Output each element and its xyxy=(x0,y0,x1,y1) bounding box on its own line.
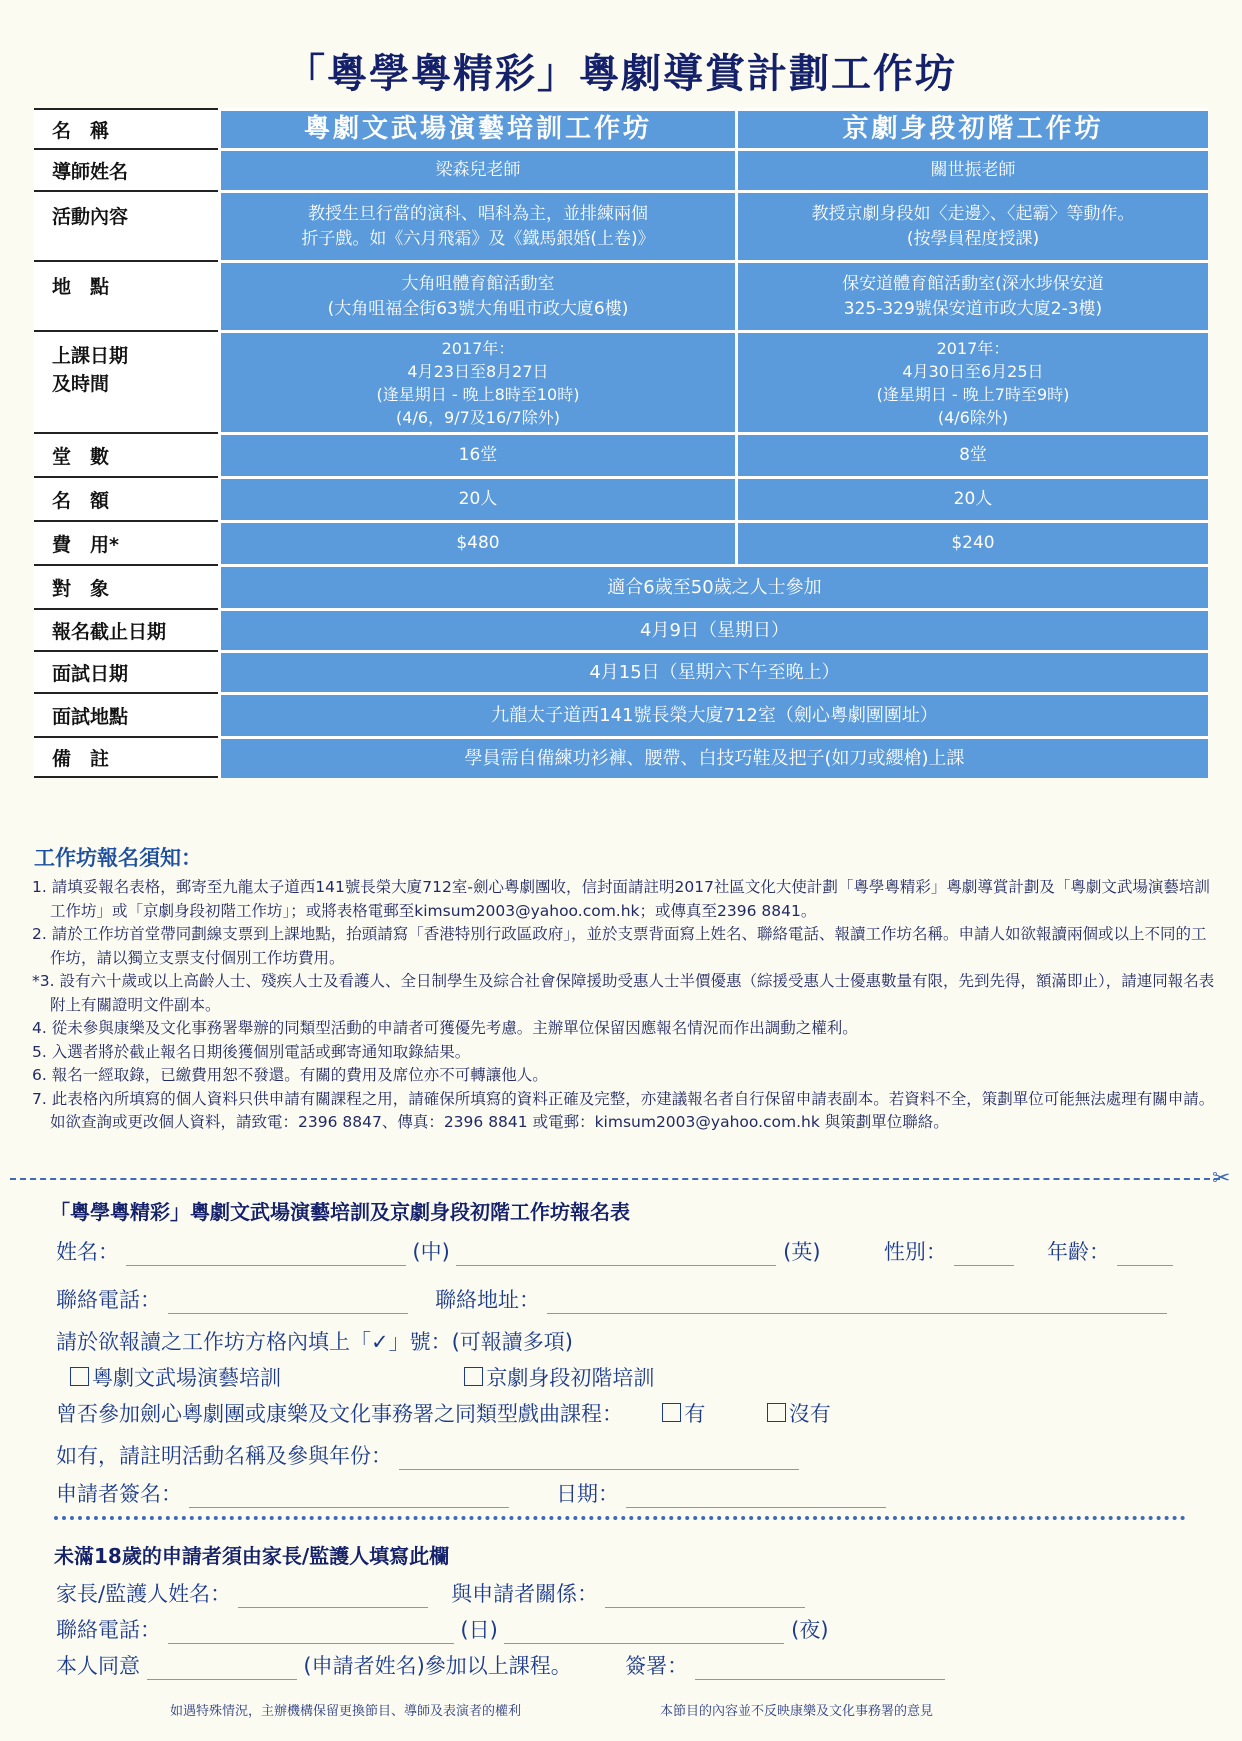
phone-label: 聯絡電話： xyxy=(56,1288,161,1312)
label-content: 活動內容 xyxy=(34,190,218,260)
notice-item: 5. 入選者將於截止報名日期後獲個別電話或郵寄通知取錄結果。 xyxy=(32,1042,471,1061)
col2-name: 京劇身段初階工作坊 xyxy=(735,108,1208,148)
label-date: 上課日期 及時間 xyxy=(34,330,218,432)
col2-sessions: 8堂 xyxy=(735,432,1208,476)
col2-fee: $240 xyxy=(735,520,1208,564)
night-label: (夜) xyxy=(791,1618,829,1642)
label-tutor: 導師姓名 xyxy=(34,148,218,190)
guardian-phone-label: 聯絡電話： xyxy=(56,1618,161,1642)
col1-quota: 20人 xyxy=(218,476,735,520)
col1-tutor: 梁森兒老師 xyxy=(218,148,735,190)
date-field[interactable] xyxy=(626,1487,886,1508)
name-zh-field[interactable] xyxy=(126,1245,406,1266)
phone-field[interactable] xyxy=(168,1293,408,1314)
col1-fee: $480 xyxy=(218,520,735,564)
guardian-title: 未滿18歲的申請者須由家長/監護人填寫此欄 xyxy=(54,1544,450,1568)
label-deadline: 報名截止日期 xyxy=(34,608,218,650)
day-phone-field[interactable] xyxy=(168,1623,454,1644)
guardian-sign-label: 簽署： xyxy=(625,1654,689,1678)
guardian-phone-row xyxy=(56,1614,829,1644)
shared-deadline: 4月9日（星期日） xyxy=(218,608,1208,650)
age-field[interactable] xyxy=(1117,1245,1173,1266)
opt2-label: 京劇身段初階培訓 xyxy=(486,1366,655,1390)
label-fee: 費 用* xyxy=(34,520,218,564)
date-label: 日期： xyxy=(556,1482,620,1506)
name-row xyxy=(56,1236,1173,1266)
opt1-checkbox[interactable] xyxy=(70,1367,89,1386)
shared-target: 適合6歲至50歲之人士參加 xyxy=(218,564,1208,608)
applicant-name-field[interactable] xyxy=(147,1659,297,1680)
form-title: 「粵學粵精彩」粵劇文武場演藝培訓及京劇身段初階工作坊報名表 xyxy=(50,1200,630,1224)
notice-item: 4. 從未參與康樂及文化事務署舉辦的同類型活動的申請者可獲優先考慮。主辦單位保留因應報名情況而作出調動之權利。 xyxy=(32,1019,858,1037)
label-name: 名 稱 xyxy=(34,108,218,148)
page-title: 「粵學粵精彩」粵劇導賞計劃工作坊 xyxy=(285,51,957,97)
col2-date: 2017年： 4月30日至6月25日 (逢星期日 - 晚上7時至9時) (4/6除外) xyxy=(735,330,1208,432)
opt1-label: 粵劇文武場演藝培訓 xyxy=(92,1366,281,1390)
guardian-sign-field[interactable] xyxy=(695,1659,945,1680)
no-label: 沒有 xyxy=(788,1402,831,1426)
label-sessions: 堂 數 xyxy=(34,432,218,476)
signature-row xyxy=(56,1478,886,1508)
address-label: 聯絡地址： xyxy=(435,1288,541,1312)
contact-row xyxy=(56,1284,1167,1314)
workshop-info-table xyxy=(34,108,1208,778)
guardian-name-field[interactable] xyxy=(238,1587,428,1608)
relation-field[interactable] xyxy=(605,1587,805,1608)
col2-venue: 保安道體育館活動室(深水埗保安道 325-329號保安道市政大廈2-3樓) xyxy=(735,260,1208,330)
notice-item: 7. 此表格內所填寫的個人資料只供申請有關課程之用，請確保所填寫的資料正確及完整，亦建議報名者自行保留申請表副本。若資料不全，策劃單位可能無法處理有關申請。如欲查詢或更改個人資料，請致電：2396 8847、傳真：2396 8841 或電郵：kimsum2003@yahoo.com.hk 與策劃單位聯絡。 xyxy=(32,1089,1215,1131)
name-en-field[interactable] xyxy=(456,1245,776,1266)
label-remarks: 備 註 xyxy=(34,736,218,778)
consent-suffix: (申請者姓名)參加以上課程。 xyxy=(303,1654,572,1678)
scissors-icon: ✂ xyxy=(1212,1166,1231,1191)
shared-interview-venue: 九龍太子道西141號長榮大廈712室（劍心粵劇團團址） xyxy=(218,692,1208,736)
col2-content: 教授京劇身段如〈走邊〉、〈起霸〉等動作。 (按學員程度授課) xyxy=(735,190,1208,260)
dotted-divider xyxy=(54,1516,1186,1520)
shared-remarks: 學員需自備練功衫褲、腰帶、白技巧鞋及把子(如刀或纓槍)上課 xyxy=(218,736,1208,778)
col1-sessions: 16堂 xyxy=(218,432,735,476)
gender-field[interactable] xyxy=(954,1245,1014,1266)
prior-row xyxy=(56,1398,831,1428)
notice-heading: 工作坊報名須知： xyxy=(34,846,202,870)
label-interview-venue: 面試地點 xyxy=(34,692,218,736)
opt2-checkbox[interactable] xyxy=(464,1367,483,1386)
shared-interview-date: 4月15日（星期六下午至晚上） xyxy=(218,650,1208,692)
cut-line xyxy=(10,1178,1220,1180)
guardian-name-row xyxy=(56,1578,805,1608)
workshop-options xyxy=(70,1362,654,1392)
col1-date: 2017年： 4月23日至8月27日 (逢星期日 - 晚上8時至10時) (4/6，9/7及16/7除外) xyxy=(218,330,735,432)
signature-label: 申請者簽名： xyxy=(56,1482,182,1506)
day-label: (日) xyxy=(460,1618,498,1642)
col1-venue: 大角咀體育館活動室 (大角咀福全街63號大角咀市政大廈6樓) xyxy=(218,260,735,330)
zh-label: (中) xyxy=(412,1240,450,1264)
label-quota: 名 額 xyxy=(34,476,218,520)
relation-label: 與申請者關係： xyxy=(451,1582,599,1606)
guardian-name-label: 家長/監護人姓名： xyxy=(56,1582,232,1606)
notice-item: 6. 報名一經取錄，已繳費用恕不發還。有關的費用及席位亦不可轉讓他人。 xyxy=(32,1066,548,1084)
signature-field[interactable] xyxy=(189,1487,509,1508)
col1-name: 粵劇文武場演藝培訓工作坊 xyxy=(218,108,735,148)
col2-tutor: 關世振老師 xyxy=(735,148,1208,190)
label-target: 對 象 xyxy=(34,564,218,608)
notice-list xyxy=(30,876,1216,1135)
age-label: 年齡： xyxy=(1046,1240,1110,1264)
label-interview-date: 面試日期 xyxy=(34,650,218,692)
no-checkbox[interactable] xyxy=(767,1403,786,1422)
tick-instruction: 請於欲報讀之工作坊方格內填上「✓」號：(可報讀多項) xyxy=(56,1330,573,1354)
label-venue: 地 點 xyxy=(34,260,218,330)
yes-label: 有 xyxy=(684,1402,706,1426)
yes-checkbox[interactable] xyxy=(662,1403,681,1422)
gender-label: 性別： xyxy=(883,1240,947,1264)
notice-item: *3. 設有六十歲或以上高齡人士、殘疾人士及看護人、全日制學生及綜合社會保障援助受惠人士半價優惠（綜援受惠人士優惠數量有限，先到先得，額滿即止），請連同報名表附上有關證明文件副本。 xyxy=(32,972,1215,1014)
footer-left: 如遇特殊情況，主辦機構保留更換節目、導師及表演者的權利 xyxy=(170,1704,522,1719)
prior-detail-label: 如有，請註明活動名稱及參與年份： xyxy=(56,1444,392,1468)
col1-content: 教授生旦行當的演科、唱科為主，並排練兩個 折子戲。如《六月飛霜》及《鐵馬銀婚(上卷)》 xyxy=(218,190,735,260)
notice-item: 2. 請於工作坊首堂帶同劃線支票到上課地點，抬頭請寫「香港特別行政區政府」，並於支票背面寫上姓名、聯絡電話、報讀工作坊名稱。申請人如欲報讀兩個或以上不同的工作坊，請以獨立支票支付個別工作坊費用。 xyxy=(32,925,1207,967)
consent-row xyxy=(56,1650,945,1680)
address-field[interactable] xyxy=(547,1293,1167,1314)
prior-question: 曾否參加劍心粵劇團或康樂及文化事務署之同類型戲曲課程： xyxy=(56,1402,623,1426)
en-label: (英) xyxy=(783,1240,821,1264)
consent-prefix: 本人同意 xyxy=(56,1654,140,1678)
footer-right: 本節目的內容並不反映康樂及文化事務署的意見 xyxy=(660,1704,934,1719)
night-phone-field[interactable] xyxy=(504,1623,784,1644)
prior-detail-row xyxy=(56,1440,799,1470)
notice-item: 1. 請填妥報名表格，郵寄至九龍太子道西141號長榮大廈712室-劍心粵劇團收，信封面請註明2017社區文化大使計劃「粵學粵精彩」粵劇導賞計劃及「粵劇文武場演藝培訓工作坊」或「京劇身段初階工作坊」；或將表格電郵至kimsum2003@yahoo.com.hk；或傳真至2396 8841。 xyxy=(32,878,1210,920)
col2-quota: 20人 xyxy=(735,476,1208,520)
name-label: 姓名： xyxy=(56,1240,119,1264)
prior-detail-field[interactable] xyxy=(399,1449,799,1470)
